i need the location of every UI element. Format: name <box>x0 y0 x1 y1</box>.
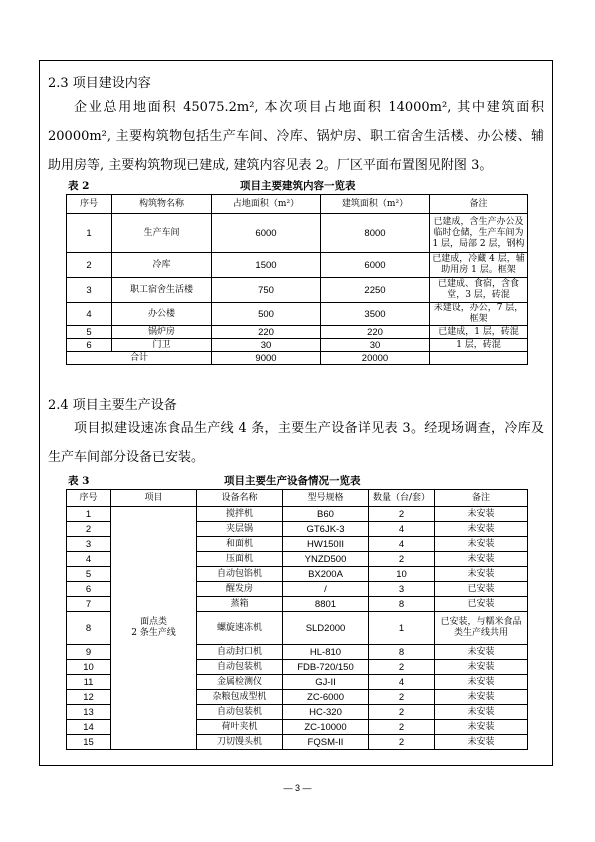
building-table <box>66 194 528 365</box>
table-header-cell: 备注 <box>435 490 528 507</box>
table-cell: 3 <box>369 582 435 597</box>
table-row <box>67 278 528 303</box>
table-row <box>67 339 528 352</box>
table-cell: YNZD500 <box>283 552 369 567</box>
table-cell: 8 <box>369 597 435 612</box>
table-cell: 未安装 <box>435 705 528 720</box>
table-cell: 3500 <box>321 303 430 326</box>
table-cell: 已建成，含生产办公及临时仓储，生产车间为 1 层，局部 2 层，钢构 <box>430 214 528 253</box>
table-cell: 刀切馒头机 <box>197 735 283 750</box>
table-cell: 已安装，与糯米食品类生产线共用 <box>435 612 528 645</box>
table-cell: 8000 <box>321 214 430 253</box>
table-cell: 30 <box>321 339 430 352</box>
table-cell: 未安装 <box>435 720 528 735</box>
table-cell: 2250 <box>321 278 430 303</box>
table-cell: 10 <box>67 660 111 675</box>
table2-label: 表 2 <box>68 180 90 192</box>
table-cell: 1 层，砖混 <box>430 339 528 352</box>
table-cell: FDB-720/150 <box>283 660 369 675</box>
section-heading-2-3: 2.3 项目建设内容 <box>48 76 151 91</box>
table-cell: 已安装 <box>435 597 528 612</box>
table-cell: 冷库 <box>112 253 212 278</box>
table-cell: ZC-10000 <box>283 720 369 735</box>
table-cell: 未安装 <box>435 522 528 537</box>
table-cell: 30 <box>212 339 321 352</box>
table-cell: 4 <box>369 522 435 537</box>
table-cell: 4 <box>369 675 435 690</box>
table-cell: 夹层锅 <box>197 522 283 537</box>
table-cell: 11 <box>67 675 111 690</box>
table-cell: HL-810 <box>283 645 369 660</box>
table-cell: 4 <box>67 303 112 326</box>
table-cell: 搅拌机 <box>197 507 283 522</box>
table-cell: 1500 <box>212 253 321 278</box>
table-cell: 未安装 <box>435 645 528 660</box>
table-cell: 螺旋速冻机 <box>197 612 283 645</box>
table-cell: 压面机 <box>197 552 283 567</box>
table-cell: 2 <box>369 552 435 567</box>
table-cell: 220 <box>212 326 321 339</box>
table-cell: 3 <box>67 537 111 552</box>
table-row <box>67 507 528 522</box>
table-cell: FQSM-II <box>283 735 369 750</box>
table-total-row <box>67 352 528 365</box>
table-cell: 4 <box>67 552 111 567</box>
table-cell: 荷叶夹机 <box>197 720 283 735</box>
table-cell: 14 <box>67 720 111 735</box>
table-cell: 未安装 <box>435 537 528 552</box>
table-cell: 蒸箱 <box>197 597 283 612</box>
table-cell: 自动包装机 <box>197 660 283 675</box>
table-cell: 6000 <box>321 253 430 278</box>
table-cell: 12 <box>67 690 111 705</box>
table-cell: 锅炉房 <box>112 326 212 339</box>
table-header-cell: 建筑面积（m²） <box>321 195 430 214</box>
table-cell: 未安装 <box>435 660 528 675</box>
table-cell: HC-320 <box>283 705 369 720</box>
table-cell: 2 <box>67 253 112 278</box>
table-header-cell: 占地面积（m²） <box>212 195 321 214</box>
table-cell: 1 <box>67 507 111 522</box>
table-cell: 未安装 <box>435 675 528 690</box>
table-cell: 2 <box>369 507 435 522</box>
table-cell: HW150II <box>283 537 369 552</box>
table-row <box>67 253 528 278</box>
table-header-row <box>67 195 528 214</box>
table-header-cell: 数量（台/套） <box>369 490 435 507</box>
table-cell: 20000 <box>321 352 430 365</box>
table-header-row <box>67 490 528 507</box>
table-cell: 未安装 <box>435 552 528 567</box>
table-cell: BX200A <box>283 567 369 582</box>
page-number: — 3 — <box>283 783 312 793</box>
table-cell: 和面机 <box>197 537 283 552</box>
table-cell: 10 <box>369 567 435 582</box>
table-cell: 6 <box>67 339 112 352</box>
table-cell: 合计 <box>67 352 212 365</box>
table-cell: 未安装 <box>435 567 528 582</box>
table-cell: 2 <box>369 735 435 750</box>
table-cell: 2 <box>369 705 435 720</box>
table-cell: 5 <box>67 326 112 339</box>
table-cell: 15 <box>67 735 111 750</box>
table-cell: 2 <box>369 690 435 705</box>
table-header-cell: 序号 <box>67 195 112 214</box>
table-cell: GJ-II <box>283 675 369 690</box>
table2-title: 项目主要建筑内容一览表 <box>240 180 356 192</box>
table-cell: 2 <box>369 660 435 675</box>
table-cell: GT6JK-3 <box>283 522 369 537</box>
table-cell: 生产车间 <box>112 214 212 253</box>
table-header-cell: 构筑物名称 <box>112 195 212 214</box>
table-cell: 9000 <box>212 352 321 365</box>
table-cell <box>430 352 528 365</box>
section-2-3-paragraph: 企业总用地面积 45075.2m², 本次项目占地面积 14000m², 其中建筑面积 20000m², 主要构筑物包括生产车间、冷库、锅炉房、职工宿舍生活楼、办公楼、辅助用房等, 主要构筑物现已建成, 建筑内容见表 2。厂区平面布置图见附图 3。 <box>48 100 544 173</box>
table-cell: 1 <box>67 214 112 253</box>
table-cell: 8801 <box>283 597 369 612</box>
equipment-table <box>66 489 528 750</box>
table-header-cell: 项目 <box>111 490 197 507</box>
section-2-4-paragraph: 项目拟建设速冻食品生产线 4 条，主要生产设备详见表 3。经现场调查，冷库及生产车间部分设备已安装。 <box>48 421 544 465</box>
table-cell: 办公楼 <box>112 303 212 326</box>
table-cell: 5 <box>67 567 111 582</box>
table-cell: 750 <box>212 278 321 303</box>
table-cell: 已建成、食宿，含食堂，3 层，砖混 <box>430 278 528 303</box>
table-cell: 220 <box>321 326 430 339</box>
table-cell: 门卫 <box>112 339 212 352</box>
table-cell: 已安装 <box>435 582 528 597</box>
table-cell: 500 <box>212 303 321 326</box>
table-cell: 2 <box>369 720 435 735</box>
table-cell: 未安装 <box>435 507 528 522</box>
table-header-cell: 型号规格 <box>283 490 369 507</box>
table-cell: 未安装 <box>435 690 528 705</box>
table-cell: SLD2000 <box>283 612 369 645</box>
table-cell: 13 <box>67 705 111 720</box>
table-row <box>67 326 528 339</box>
table-cell: 9 <box>67 645 111 660</box>
table-cell: 8 <box>369 645 435 660</box>
table-row <box>67 214 528 253</box>
table-cell: 未建设，办公，7 层，框架 <box>430 303 528 326</box>
table-cell: 醒发房 <box>197 582 283 597</box>
table-cell: 8 <box>67 612 111 645</box>
group-cell: 面点类 2 条生产线 <box>111 507 197 750</box>
table-header-cell: 备注 <box>430 195 528 214</box>
table-cell: 1 <box>369 612 435 645</box>
table-cell: ZC-6000 <box>283 690 369 705</box>
table3-label: 表 3 <box>68 475 90 487</box>
table-cell: 自动包馅机 <box>197 567 283 582</box>
table-cell: 2 <box>67 522 111 537</box>
table-cell: 金属检测仪 <box>197 675 283 690</box>
table-cell: 已建成，冷藏 4 层，辅助用房 1 层。框架 <box>430 253 528 278</box>
table-cell: 6 <box>67 582 111 597</box>
table-cell: / <box>283 582 369 597</box>
table-cell: 已建成，1 层，砖混 <box>430 326 528 339</box>
section-heading-2-4: 2.4 项目主要生产设备 <box>48 398 177 413</box>
table-cell: 自动包装机 <box>197 705 283 720</box>
table-cell: 3 <box>67 278 112 303</box>
table-header-cell: 设备名称 <box>197 490 283 507</box>
table-cell: 职工宿舍生活楼 <box>112 278 212 303</box>
table-cell: 6000 <box>212 214 321 253</box>
table-row <box>67 303 528 326</box>
table-header-cell: 序号 <box>67 490 111 507</box>
table3-title: 项目主要生产设备情况一览表 <box>224 475 361 487</box>
table-cell: B60 <box>283 507 369 522</box>
table-cell: 未安装 <box>435 735 528 750</box>
table-cell: 自动封口机 <box>197 645 283 660</box>
table-cell: 杂粮包成型机 <box>197 690 283 705</box>
table-cell: 4 <box>369 537 435 552</box>
table-cell: 7 <box>67 597 111 612</box>
